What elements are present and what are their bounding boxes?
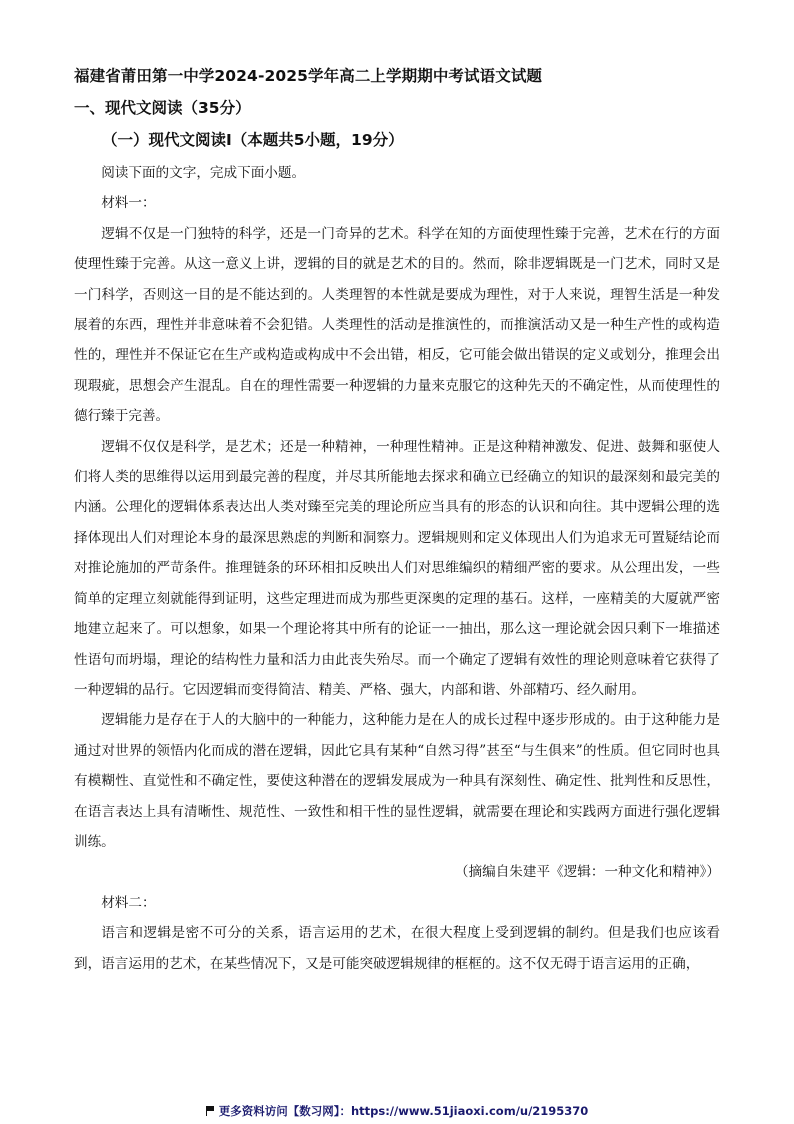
material-two-label: 材料二： — [101, 894, 156, 911]
material-two-paragraph-1: 语言和逻辑是密不可分的关系，语言运用的艺术，在很大程度上受到逻辑的制约。但是我们也应该看到，语言运用的艺术，在某些情况下，又是可能突破逻辑规律的框框的。这不仅无碍于语言运用的正确， — [74, 925, 720, 972]
footer-link[interactable] — [0, 1103, 794, 1119]
instruction-text: 阅读下面的文字，完成下面小题。 — [101, 165, 306, 181]
material-one-paragraph-2: 逻辑不仅仅是科学，是艺术；还是一种精神，一种理性精神。正是这种精神激发、促进、鼓舞和驱使人们将人类的思维得以运用到最完善的程度，并尽其所能地去探求和确立已经确立的知识的最深刻和最完美的内涵。公理化的逻辑体系表达出人类对臻至完美的理论所应当具有的形态的认识和向往。其中逻辑公理的选择体现出人们对理论本身的最深思熟虑的判断和洞察力。逻辑规则和定义体现出人们为追求无可置疑结论而对推论施加的严苛条件。推理链条的环环相扣反映出人们对思维编织的精细严密的要求。从公理出发，一些简单的定理立刻就能得到证明，这些定理进而成为那些更深奥的定理的基石。这样，一座精美的大厦就严密地建立起来了。可以想象，如果一个理论将其中所有的论证一一抽出，那么这一理论就会因只剩下一堆描述性语句而坍塌，理论的结构性力量和活力由此丧失殆尽。而一个确定了逻辑有效性的理论则意味着它获得了一种逻辑的品行。它因逻辑而变得简洁、精美、严格、强大，内部和谐、外部精巧、经久耐用。 — [74, 438, 720, 698]
section-heading: 一、现代文阅读（35分） — [74, 99, 251, 117]
page-title: 福建省莆田第一中学2024-2025学年高二上学期期中考试语文试题 — [74, 67, 543, 85]
material-one-label: 材料一： — [101, 195, 156, 212]
flag-icon — [206, 1106, 215, 1116]
material-one-paragraph-3: 逻辑能力是存在于人的大脑中的一种能力，这种能力是在人的成长过程中逐步形成的。由于这种能力是通过对世界的领悟内化而成的潜在逻辑，因此它具有某种“自然习得”甚至“与生俱来”的性质。但它同时也具有模糊性、直觉性和不确定性，要使这种潜在的逻辑发展成为一种具有深刻性、确定性、批判性和反思性，在语言表达上具有清晰性、规范性、一致性和相干性的显性逻辑，就需要在理论和实践两方面进行强化逻辑训练。 — [74, 712, 720, 850]
subsection-heading: （一）现代文阅读Ⅰ（本题共5小题，19分） — [102, 131, 404, 149]
material-one-paragraph-1: 逻辑不仅是一门独特的科学，还是一门奇异的艺术。科学在知的方面使理性臻于完善，艺术在行的方面使理性臻于完善。从这一意义上讲，逻辑的目的就是艺术的目的。然而，除非逻辑既是一门艺术，同时又是一门科学，否则这一目的是不能达到的。人类理智的本性就是要成为理性，对于人来说，理智生活是一种发展着的东西，理性并非意味着不会犯错。人类理性的活动是推演性的，而推演活动又是一种生产性的或构造性的，理性并不保证它在生产或构造或构成中不会出错，相反，它可能会做出错误的定义或划分，推理会出现瑕疵，思想会产生混乱。自在的理性需要一种逻辑的力量来克服它的这种先天的不确定性，从而使理性的德行臻于完善。 — [74, 225, 720, 425]
material-one-source: （摘编自朱建平《逻辑：一种文化和精神》） — [454, 864, 720, 881]
footer-text[interactable]: 更多资料访问【数习网】：https://www.51jiaoxi.com/u/2195370 — [218, 1104, 589, 1118]
reading-body — [74, 158, 720, 979]
